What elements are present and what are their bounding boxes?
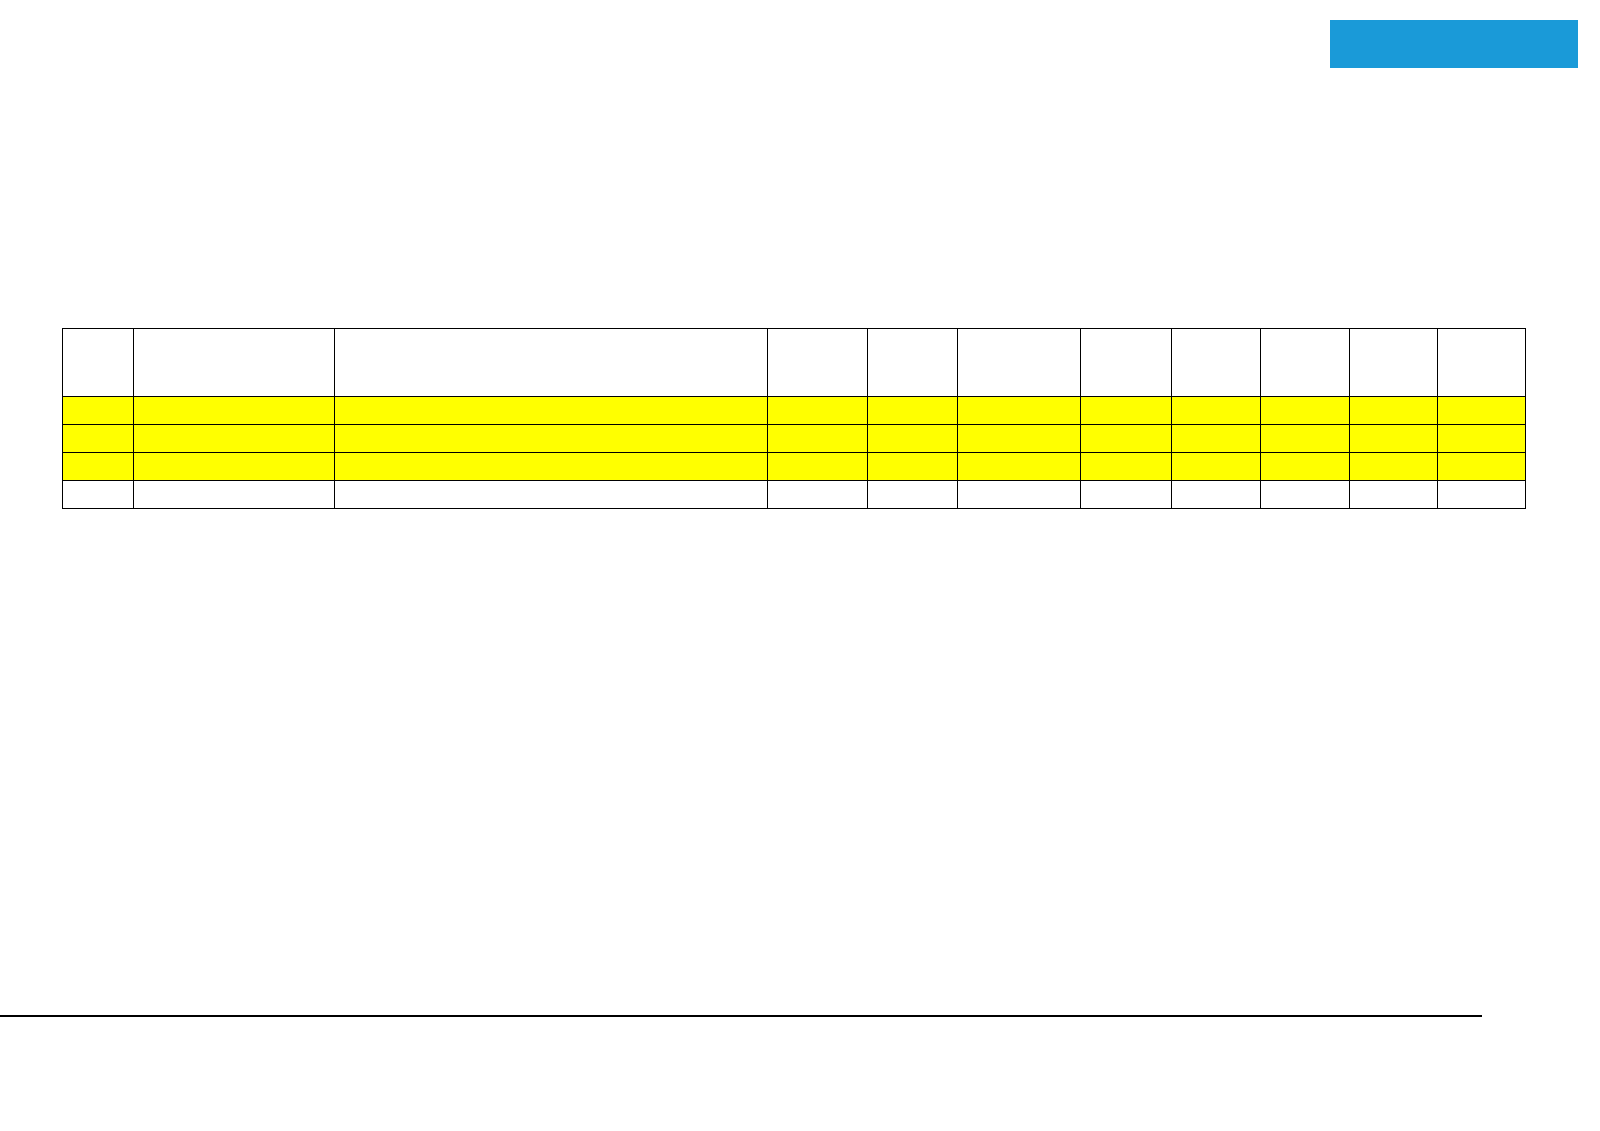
cell-total — [1438, 397, 1526, 425]
cell-test — [1350, 481, 1438, 509]
col-total — [1438, 329, 1526, 397]
cell-response — [868, 425, 958, 453]
cell-rank — [63, 481, 134, 509]
table-row — [63, 481, 1526, 509]
cell-school — [335, 481, 768, 509]
cell-accuracy — [1172, 453, 1261, 481]
table-row — [63, 425, 1526, 453]
cell-vocabulary — [768, 425, 868, 453]
cell-response — [868, 397, 958, 425]
cell-accuracy — [1172, 481, 1261, 509]
cell-speaking — [1261, 397, 1350, 425]
col-total-speaking — [1261, 329, 1350, 397]
cell-pronunciation — [958, 425, 1081, 453]
cell-test — [1350, 425, 1438, 453]
col-pronunciation — [958, 329, 1081, 397]
col-school — [335, 329, 768, 397]
cell-pronunciation — [958, 453, 1081, 481]
cell-response — [868, 453, 958, 481]
cell-rank — [63, 453, 134, 481]
cell-speaking — [1261, 481, 1350, 509]
cell-fluency — [1081, 425, 1172, 453]
cell-vocabulary — [768, 481, 868, 509]
cell-accuracy — [1172, 397, 1261, 425]
col-test-points — [1350, 329, 1438, 397]
cell-school — [335, 453, 768, 481]
cell-school — [335, 425, 768, 453]
cell-rank — [63, 425, 134, 453]
col-rank — [63, 329, 134, 397]
ddm-pisek-logo — [1330, 16, 1578, 148]
col-fluency — [1081, 329, 1172, 397]
cell-total — [1438, 481, 1526, 509]
col-accuracy — [1172, 329, 1261, 397]
cell-name — [134, 453, 335, 481]
cell-test — [1350, 397, 1438, 425]
cell-total — [1438, 453, 1526, 481]
cell-pronunciation — [958, 481, 1081, 509]
cell-name — [134, 425, 335, 453]
cell-vocabulary — [768, 453, 868, 481]
col-vocabulary — [768, 329, 868, 397]
cell-fluency — [1081, 453, 1172, 481]
col-name — [134, 329, 335, 397]
col-response — [868, 329, 958, 397]
cell-pronunciation — [958, 397, 1081, 425]
cell-speaking — [1261, 453, 1350, 481]
table-row — [63, 453, 1526, 481]
cell-speaking — [1261, 425, 1350, 453]
table-row — [63, 397, 1526, 425]
cell-total — [1438, 425, 1526, 453]
cell-school — [335, 397, 768, 425]
cell-name — [134, 397, 335, 425]
footer-divider — [0, 1015, 1482, 1017]
cell-fluency — [1081, 397, 1172, 425]
cell-vocabulary — [768, 397, 868, 425]
cell-rank — [63, 397, 134, 425]
cell-accuracy — [1172, 425, 1261, 453]
cell-fluency — [1081, 481, 1172, 509]
cell-test — [1350, 453, 1438, 481]
table-header-row — [63, 329, 1526, 397]
results-table — [62, 328, 1526, 509]
cell-name — [134, 481, 335, 509]
cell-response — [868, 481, 958, 509]
